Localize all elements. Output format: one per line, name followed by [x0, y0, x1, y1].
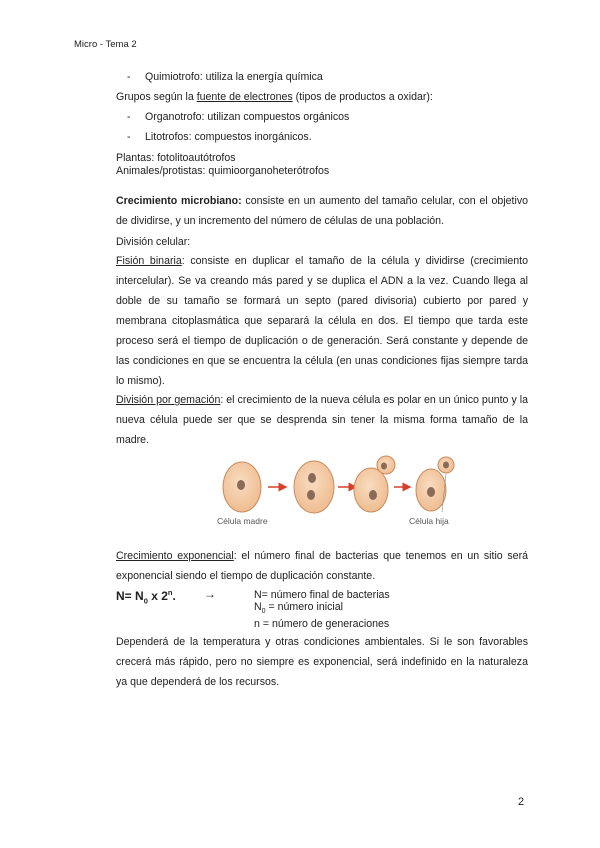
definition-n: n = número de generaciones — [254, 618, 390, 631]
cell-nucleus — [237, 480, 245, 490]
growth-paragraph — [116, 191, 528, 231]
budding-text: : el crecimiento de la nueva célula es polar en un único punto y la nueva célula puede ser que se desprenda sin tener la misma forma tamaño de la madre. — [116, 394, 528, 446]
list-item-organotrofo: Organotrofo: utilizan compuestos orgánicos — [145, 111, 350, 123]
cell-nucleus — [443, 462, 449, 469]
groups-suffix: (tipos de productos a oxidar): — [292, 91, 433, 103]
formula-mid: x 2 — [147, 589, 168, 603]
exponential-title: Crecimiento exponencial — [116, 550, 234, 562]
definition-N: N= número final de bacterias — [254, 589, 390, 601]
budding-cell — [354, 468, 388, 512]
cell-nucleus — [308, 473, 316, 483]
groups-prefix: Grupos según la — [116, 91, 197, 103]
groups-link: fuente de electrones — [196, 91, 293, 103]
budding-figure — [210, 454, 470, 518]
plants-line: Plantas: fotolitoautótrofos — [116, 152, 236, 164]
groups-line — [116, 91, 433, 104]
list-dash: - — [127, 111, 131, 123]
definition-N0 — [254, 601, 390, 618]
fission-text: : consiste en duplicar el tamaño de la célula y dividirse (crecimiento intercelular). Se va creando más pared y se duplica el ADN a la vez. Cuando llega al doble de su tamaño se formará un septo (pared divisoria) cubierto por pared y membrana citoplasmática que separará la célula en dos. El tiempo que tarda este proceso será el tiempo de duplicación o de generación. Será constante y depende de las condiciones en que se encuentra la célula (en unas condiciones fijas siempre tarda lo mismo). — [116, 255, 528, 387]
cell-nucleus — [307, 490, 315, 500]
arrow-right-icon: → — [204, 587, 216, 601]
page-number: 2 — [518, 796, 525, 808]
fission-paragraph — [116, 251, 528, 391]
exponential-paragraph — [116, 546, 528, 586]
growth-text: consiste en un aumento del tamaño celular, con el objetivo de dividirse, y un incremento del número de células de una población. — [116, 195, 529, 227]
cell-nucleus — [381, 463, 387, 470]
division-label: División celular: — [116, 236, 191, 248]
page-header: Micro - Tema 2 — [74, 39, 137, 50]
growth-formula — [116, 588, 176, 605]
exponential-text: : el número final de bacterias que tenemos en un sitio será exponencial siendo el tiempo de duplicación constante. — [116, 550, 528, 582]
list-item-quimiotrofo: Quimiotrofo: utiliza la energía química — [145, 71, 323, 83]
budding-paragraph — [116, 390, 528, 450]
def2-sub: 0 — [261, 608, 266, 616]
formula-n: N= N — [116, 589, 144, 603]
formula-sup: n — [167, 588, 173, 597]
cell-nucleus — [427, 487, 435, 497]
formula-sub: 0 — [143, 596, 148, 606]
label-daughter-cell: Célula hija — [409, 516, 449, 526]
growth-title: Crecimiento microbiano: — [116, 195, 242, 207]
def2-n: N — [254, 601, 262, 613]
growing-cell — [294, 461, 334, 513]
list-dash: - — [127, 71, 131, 83]
def2-text: = número inicial — [265, 601, 343, 613]
animals-line: Animales/protistas: quimioorganoheterótrofos — [116, 165, 330, 177]
conclusion-paragraph: Dependerá de la temperatura y otras condiciones ambientales. Si le son favorables crecerá más rápido, pero no siempre es exponencial, será indefinido en la naturaleza ya que dependerá de los recursos. — [116, 636, 528, 688]
list-dash: - — [127, 131, 131, 143]
cell-nucleus — [369, 490, 377, 500]
list-item-litotrofo: Litotrofos: compuestos inorgánicos. — [145, 131, 312, 143]
budding-title: División por gemación — [116, 394, 221, 406]
formula-end: . — [172, 589, 176, 603]
label-mother-cell: Célula madre — [217, 516, 268, 526]
fission-title: Fisión binaria — [116, 255, 182, 267]
formula-definitions — [254, 589, 390, 630]
